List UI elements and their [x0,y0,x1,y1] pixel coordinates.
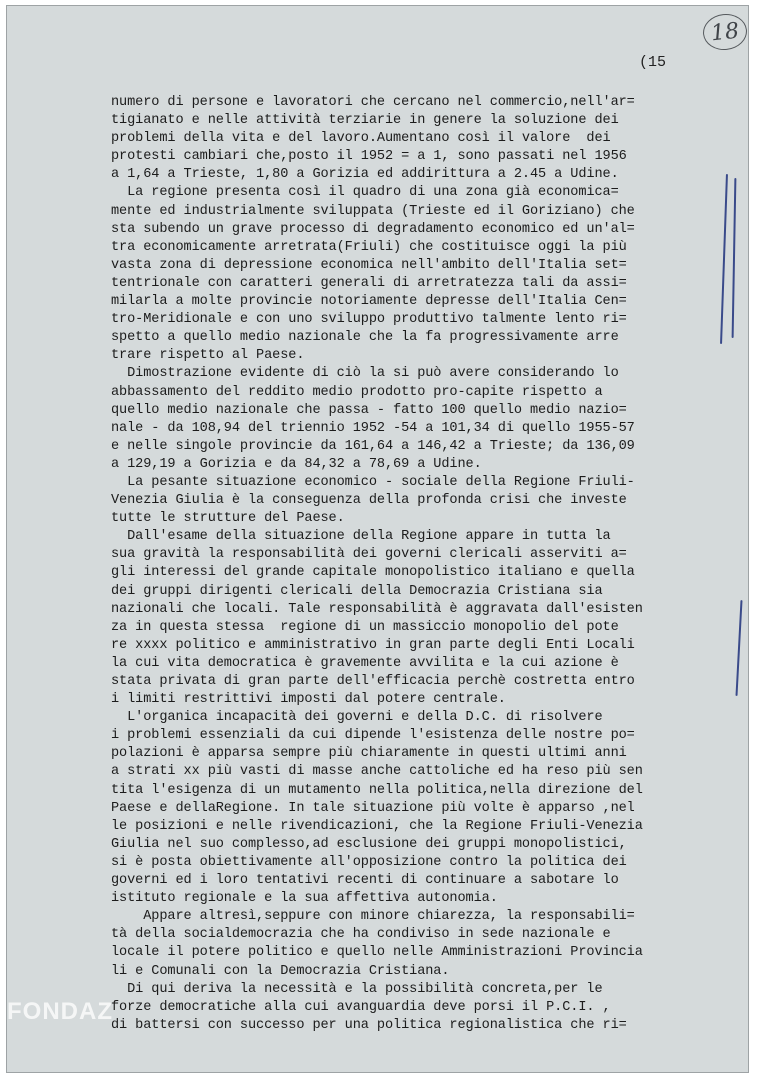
text-line: Venezia Giulia è la conseguenza della profonda crisi che investe [111,493,627,509]
text-line: locale il potere politico e quello nelle Amministrazioni Provincia [111,945,643,961]
text-line: tà della socialdemocrazia che ha condiviso in sede nazionale e [111,927,611,943]
text-line: quello medio nazionale che passa - fatto 100 quello medio nazio= [111,402,627,418]
archive-page-stamp: 18 [701,12,749,52]
text-line: a strati xx più vasti di masse anche cattoliche ed ha reso più sen [111,764,643,780]
archive-watermark: FONDAZ [7,998,113,1025]
text-line: sua gravità la responsabilità dei governi clericali asserviti a= [111,547,627,563]
text-line: za in questa stessa regione di un massiccio monopolio del pote [111,619,619,635]
document-page [6,5,749,1073]
text-line: stata privata di gran parte dell'efficacia perchè costretta entro [111,674,635,689]
text-line: polazioni è apparsa sempre più chiaramente in questi ultimi anni [111,746,627,762]
text-line: i limiti restrittivi imposti dal potere centrale. [111,692,506,708]
text-line: Di qui deriva la necessità e la possibilità concreta,per le [111,981,603,997]
text-line: e nelle singole provincie da 161,64 a 146,42 a Trieste; da 136,09 [111,438,635,454]
text-line: abbassamento del reddito medio prodotto pro-capite rispetto a [111,384,603,400]
text-line: di battersi con successo per una politica regionalistica che ri= [111,1017,627,1033]
text-line: a 1,64 a Trieste, 1,80 a Gorizia ed addirittura a 2.45 a Udine. [111,167,619,183]
text-line: milarla a molte provincie notoriamente depresse dell'Italia Cen= [111,294,627,310]
text-line: forze democratiche alla cui avanguardia deve porsi il P.C.I. , [111,999,611,1015]
text-line: tigianato e nelle attività terziarie in genere la soluzione dei [111,113,619,129]
text-line: Giulia nel suo complesso,ad esclusione dei gruppi monopolistici, [111,836,627,852]
text-line: i problemi essenziali da cui dipende l'esistenza delle nostre po= [111,728,635,744]
text-line: spetto a quello medio nazionale che la fa progressivamente arre [111,330,619,346]
text-line: Paese e dellaRegione. In tale situazione più volte è apparso ,nel [111,800,635,816]
text-line: tentrionale con caratteri generali di arretratezza tali da assi= [111,275,627,291]
text-line: problemi della vita e del lavoro.Aumentano così il valore dei [111,131,611,147]
text-line: mente ed industrialmente sviluppata (Trieste ed il Goriziano) che [111,203,635,219]
text-line: L'organica incapacità dei governi e della D.C. di risolvere [111,710,603,726]
text-line: tra economicamente arretrata(Friuli) che costituisce oggi la più [111,239,627,255]
text-line: istituto regionale e la sua affettiva autonomia. [111,891,498,907]
text-line: a 129,19 a Gorizia e da 84,32 a 78,69 a Udine. [111,456,482,472]
text-line: governi ed i loro tentativi recenti di continuare a sabotare lo [111,873,619,889]
text-line: gli interessi del grande capitale monopolistico italiano e quella [111,565,635,581]
text-line: vasta zona di depressione economica nell'ambito dell'Italia set= [111,257,627,273]
text-line: si è posta obiettivamente all'opposizione contro la politica dei [111,854,627,870]
text-line: La pesante situazione economico - sociale della Regione Friuli- [111,474,635,490]
text-line: nazionali che locali. Tale responsabilità è aggravata dall'esisten [111,601,643,617]
text-line: numero di persone e lavoratori che cercano nel commercio,nell'ar= [111,95,635,110]
text-line: re xxxx politico e amministrativo in gran parte degli Enti Locali [111,637,635,653]
text-line: Dimostrazione evidente di ciò la si può avere considerando lo [111,366,619,382]
text-line: La regione presenta così il quadro di una zona già economica= [111,185,619,201]
text-line: tutte le strutture del Paese. [111,511,345,527]
page-number: (15 [639,54,667,71]
typed-body-text [111,94,741,1035]
text-line: le posizioni e nelle rivendicazioni, che la Regione Friuli-Venezia [111,818,643,834]
text-line: Appare altresì,seppure con minore chiarezza, la responsabili= [111,909,635,925]
text-line: li e Comunali con la Democrazia Cristiana. [111,963,450,979]
text-line: tita l'esigenza di un mutamento nella politica,nella direzione del [111,782,643,798]
text-line: trare rispetto al Paese. [111,348,305,364]
text-line: protesti cambiari che,posto il 1952 = a 1, sono passati nel 1956 [111,149,627,165]
text-line: nale - da 108,94 del triennio 1952 -54 a 101,34 di quello 1955-57 [111,420,635,436]
text-line: tro-Meridionale e con uno sviluppo produttivo talmente lento ri= [111,312,627,328]
text-line: dei gruppi dirigenti clericali della Democrazia Cristiana sia [111,583,603,599]
text-line: Dall'esame della situazione della Regione appare in tutta la [111,529,611,545]
text-line: la cui vita democratica è gravemente avvilita e la cui azione è [111,655,619,671]
text-line: sta subendo un grave processo di degradamento economico ed un'al= [111,221,635,237]
